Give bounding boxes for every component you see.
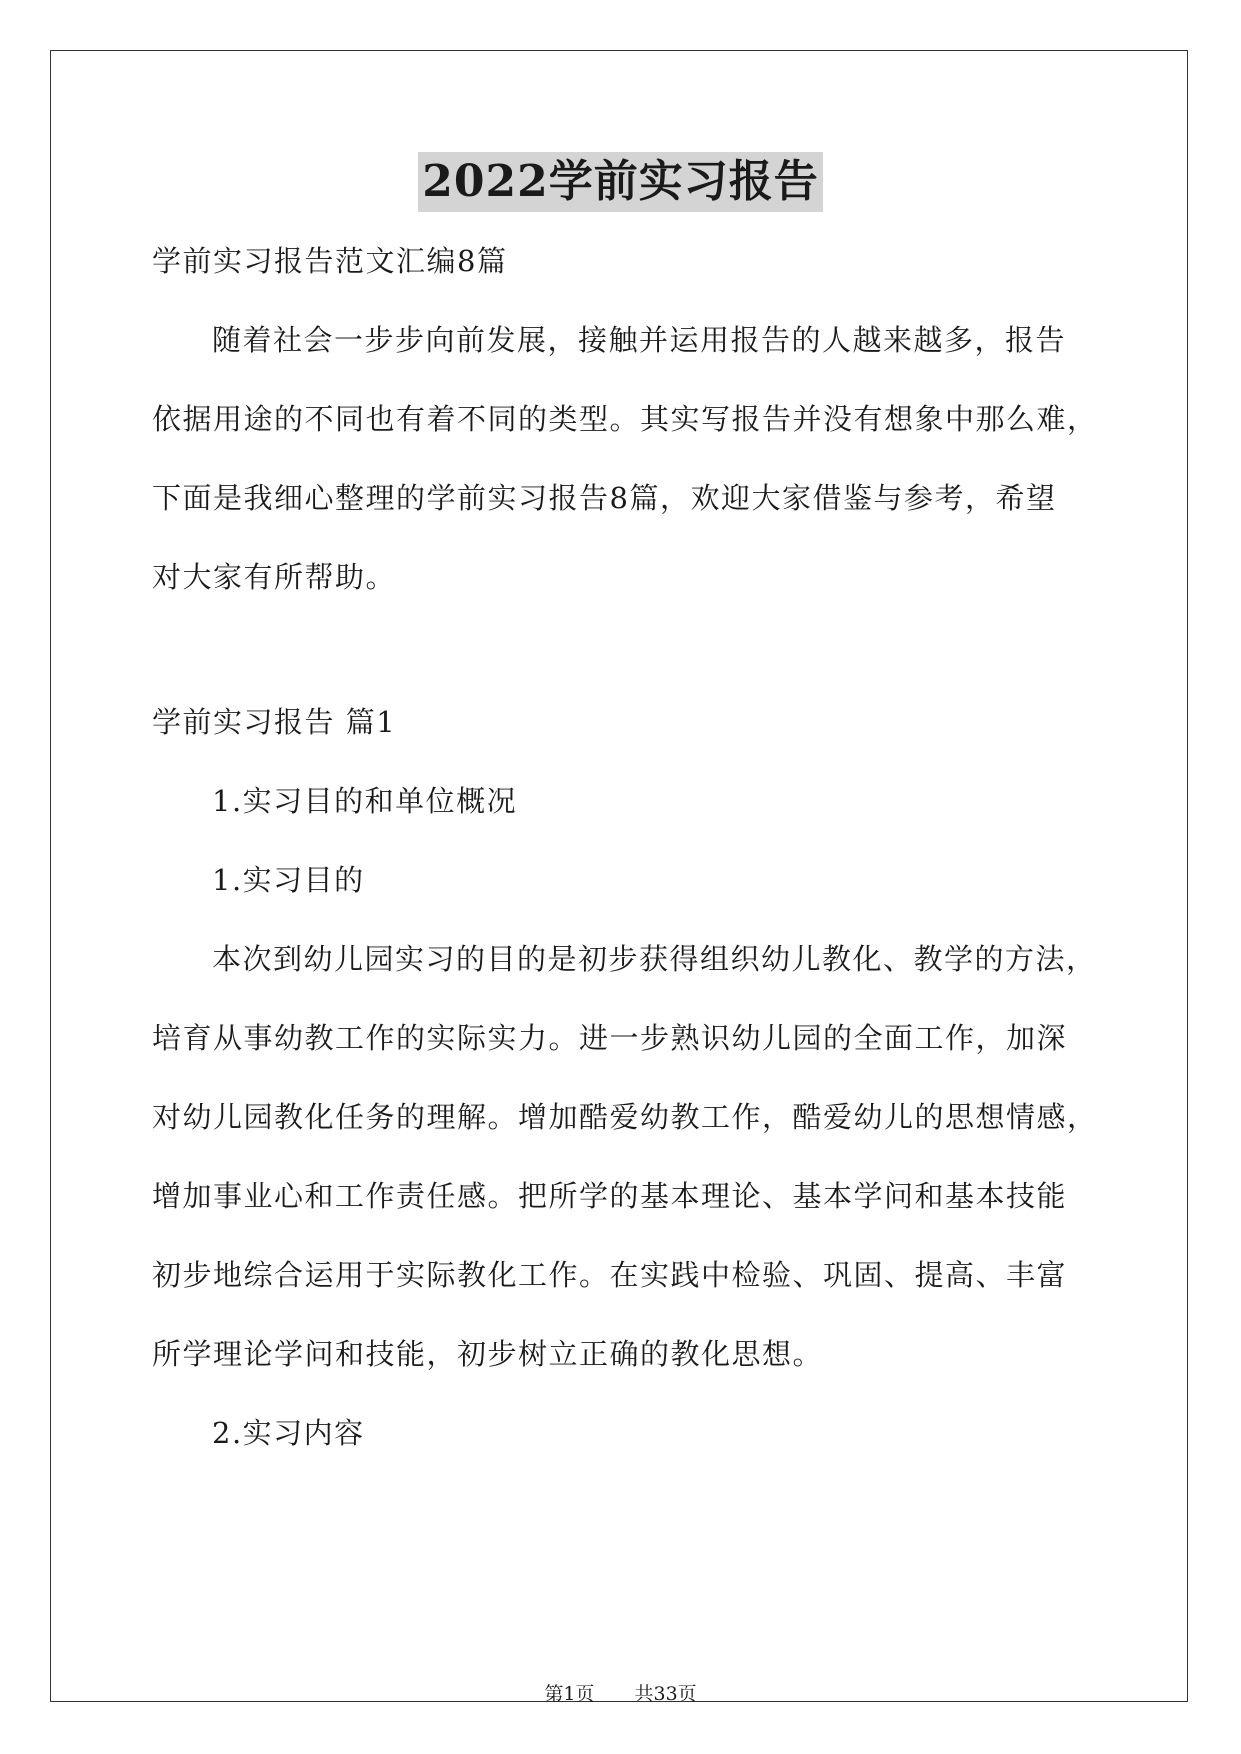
subheading: 2.实习内容 [212,1416,365,1450]
page-footer [0,1682,1241,1706]
page-number-current: 第1页 [544,1683,595,1705]
body-line: 培育从事幼教工作的实际实力。进一步熟识幼儿园的全面工作，加深 [152,1021,1068,1055]
document-title: 2022学前实习报告 [418,152,822,212]
document-body [152,232,1098,1483]
page-number-total: 共33页 [634,1683,697,1705]
body-line: 本次到幼儿园实习的目的是初步获得组织幼儿教化、教学的方法， [212,942,1097,976]
paragraph-spacer [152,627,1092,693]
intro-line: 对大家有所帮助。 [152,560,397,594]
body-line: 增加事业心和工作责任感。把所学的基本理论、基本学问和基本技能 [152,1179,1068,1213]
intro-line: 下面是我细心整理的学前实习报告8篇，欢迎大家借鉴与参考，希望 [152,481,1057,515]
body-line: 对幼儿园教化任务的理解。增加酷爱幼教工作，酷爱幼儿的思想情感， [152,1100,1098,1134]
subheading: 1.实习目的 [212,863,365,897]
section-heading: 学前实习报告 篇1 [152,705,397,739]
title-container [0,152,1241,212]
body-line: 初步地综合运用于实际教化工作。在实践中检验、巩固、提高、丰富 [152,1258,1068,1292]
intro-line: 随着社会一步步向前发展，接触并运用报告的人越来越多，报告 [212,323,1067,357]
intro-line: 依据用途的不同也有着不同的类型。其实写报告并没有想象中那么难， [152,402,1098,436]
subheading: 1.实习目的和单位概况 [212,784,518,818]
document-subtitle: 学前实习报告范文汇编8篇 [152,244,508,278]
body-line: 所学理论学问和技能，初步树立正确的教化思想。 [152,1337,824,1371]
